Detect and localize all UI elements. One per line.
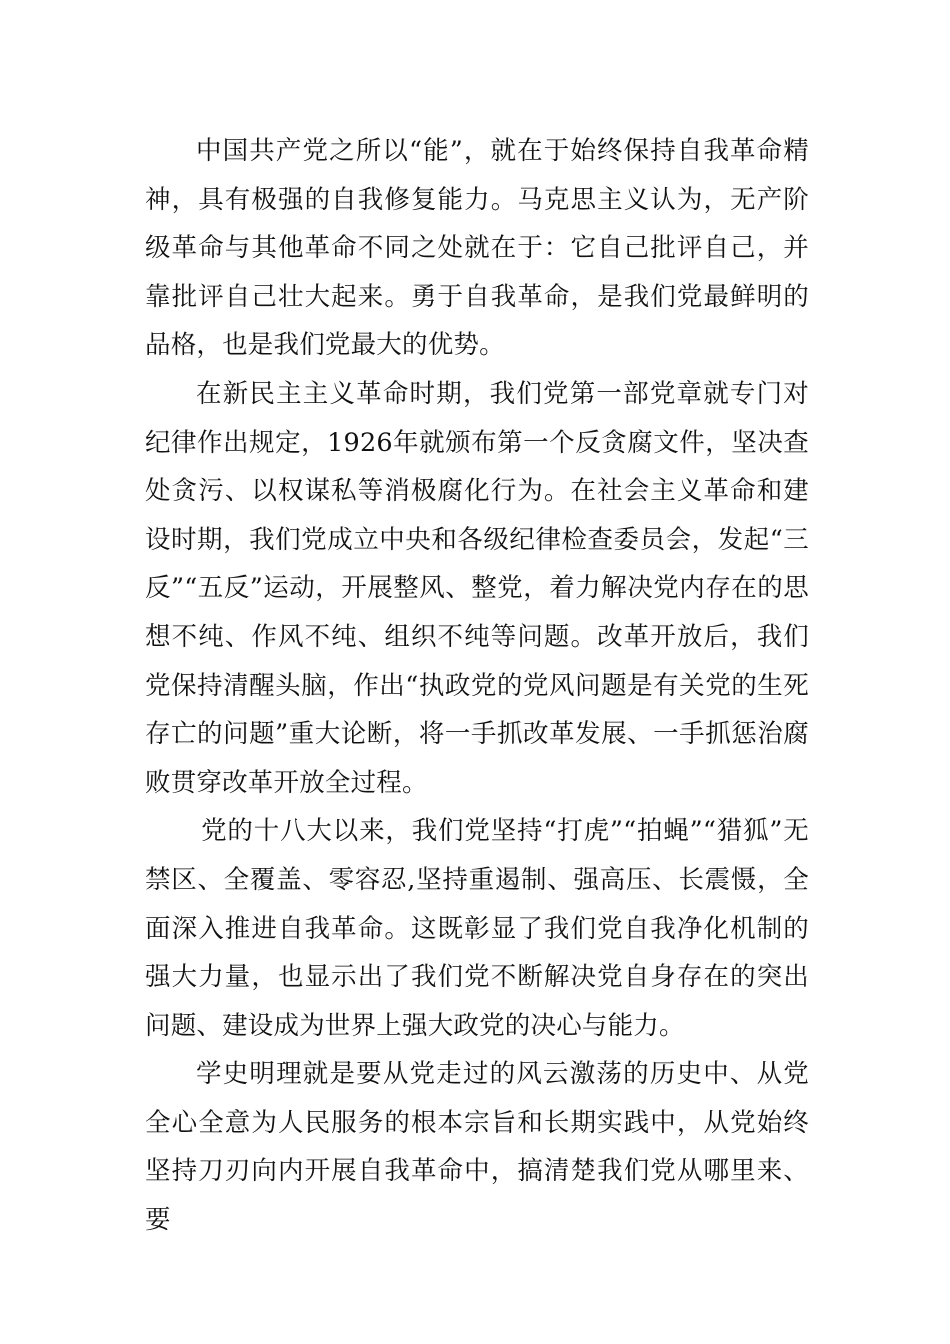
paragraph-3: 党的十八大以来，我们党坚持“打虎”“拍蝇”“猎狐”无禁区、全覆盖、零容忍,坚持重遏制、强高压、长震慑，全面深入推进自我革命。这既彰显了我们党自我净化机制的强大力量，也显示出了我们党不断解决党自身存在的突出问题、建设成为世界上强大政党的决心与能力。 bbox=[145, 816, 809, 1041]
paragraph-2: 在新民主主义革命时期，我们党第一部党章就专门对纪律作出规定，1926年就颁布第一个反贪腐文件，坚决查处贪污、以权谋私等消极腐化行为。在社会主义革命和建设时期，我们党成立中央和各级纪律检查委员会，发起“三反”“五反”运动，开展整风、整党，着力解决党内存在的思想不纯、作风不纯、组织不纯等问题。改革开放后，我们党保持清醒头脑，作出“执政党的党风问题是有关党的生死存亡的问题”重大论断，将一手抓改革发展、一手抓惩治腐败贯穿改革开放全过程。 bbox=[145, 378, 809, 798]
document-body bbox=[145, 127, 809, 1245]
paragraph-4: 学史明理就是要从党走过的风云激荡的历史中、从党全心全意为人民服务的根本宗旨和长期实践中，从党始终坚持刀刃向内开展自我革命中，搞清楚我们党从哪里来、要 bbox=[145, 1059, 809, 1236]
paragraph-1: 中国共产党之所以“能”，就在于始终保持自我革命精神，具有极强的自我修复能力。马克思主义认为，无产阶级革命与其他革命不同之处就在于：它自己批评自己，并靠批评自己壮大起来。勇于自我革命，是我们党最鲜明的品格，也是我们党最大的优势。 bbox=[145, 136, 809, 361]
